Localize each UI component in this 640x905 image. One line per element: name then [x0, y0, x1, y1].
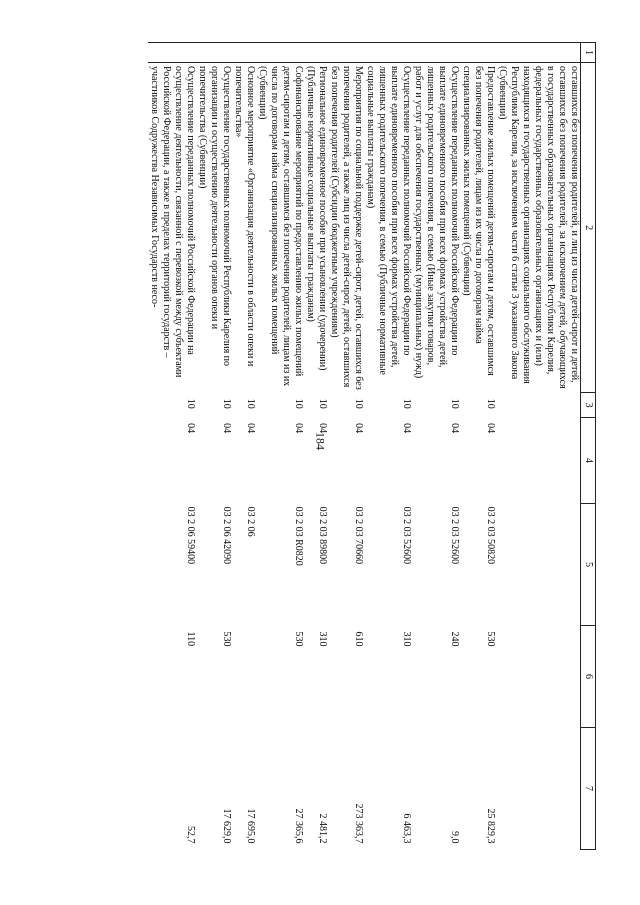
row-section: 10: [485, 398, 496, 409]
row-amount: 17 695,0: [245, 808, 256, 844]
row-name: Осуществление переданных полномочий Российской Федерации по выплате единовременного пособия при всех формах устройства детей, лишенных родительского попечения, в семью (Иные закупки товаров, работ и услуг для обеспечения государственных (муниципальных) нужд): [413, 65, 460, 379]
row-subsection: 04: [221, 423, 232, 434]
row-subsection: 04: [245, 423, 256, 434]
table-row: [460, 43, 496, 850]
row-subsection: 04: [185, 423, 196, 434]
row-section: 10: [293, 398, 304, 409]
row-name: Осуществление переданных полномочий Российской Федерации по выплате единовременного пособия при всех формах устройства детей, лишенных родительского попечения, в семью (Публичные нормативные социальные выплаты гражданам): [365, 65, 412, 375]
row-target-code: 03 2 03 R0820: [293, 506, 304, 566]
row-name: оставшихся без попечения родителей, и лиц из числа детей-сирот и детей, оставшихся без попечения родителей, за исключением детей, обучающихся в государственных образовательных организациях Республики Карелия, федеральных государственных образовательных организациях и (или) находящихся в государственных организациях социального обслуживания Республики Карелия, за исключением части 6 статьи 3 указанного Закона (Субвенции): [497, 65, 580, 389]
row-subsection: 04: [353, 423, 364, 434]
row-section: 10: [317, 398, 328, 409]
row-subsection: 04: [449, 423, 460, 434]
row-subsection: 04: [317, 423, 328, 434]
row-name: Осуществление переданных полномочий Российской Федерации на осуществление деятельности, связанной с перевозкой между субъектами Российской Федерации, а также в пределах территорий государств – участников Содружества Независимых Государств несо-: [149, 65, 196, 378]
table-row: [232, 43, 256, 850]
row-name: Осуществление государственных полномочий Республики Карелия по организации и осуществлению деятельности органов опеки и попечительства (Субвенции): [197, 65, 232, 367]
row-expense-type: 310: [401, 631, 412, 647]
row-expense-type: 530: [485, 631, 496, 647]
table-row: [328, 43, 364, 850]
row-expense-type: 530: [293, 631, 304, 647]
row-target-code: 03 2 03 89800: [317, 506, 328, 565]
row-name: Региональное единовременное пособие при усыновлении (удочерении) (Публичные нормативные социальные выплаты гражданам): [305, 65, 328, 371]
row-subsection: [496, 417, 581, 503]
table-row: [148, 43, 196, 850]
row-section: 10: [401, 398, 412, 409]
row-target-code: 03 2 03 52600: [401, 506, 412, 565]
row-target-code: 03 2 06 59400: [185, 506, 196, 565]
row-section: 10: [449, 398, 460, 409]
row-target-code: 03 2 03 50820: [485, 506, 496, 565]
row-target-code: [496, 504, 581, 626]
row-amount: 273 363,7: [353, 803, 364, 844]
row-name: Предоставление жилых помещений детям-сиротам и детям, оставшимся без попечения родителей, лицам из их числа по договорам найма специализированных жилых помещений (Субвенции): [461, 65, 496, 376]
row-target-code: 03 2 03 52600: [449, 506, 460, 565]
row-expense-type: [232, 626, 256, 728]
row-expense-type: 110: [185, 631, 196, 647]
header-col-7: 7: [581, 728, 596, 850]
table-row: [412, 43, 460, 850]
row-section: 10: [245, 398, 256, 409]
row-amount: 52,7: [185, 826, 196, 844]
row-amount: 6 463,3: [401, 813, 412, 844]
row-amount: 17 629,0: [221, 808, 232, 844]
row-amount: 9,0: [449, 831, 460, 844]
page-number: 184: [313, 432, 328, 450]
row-subsection: 04: [485, 423, 496, 434]
row-expense-type: 240: [449, 631, 460, 647]
header-col-6: 6: [581, 626, 596, 728]
row-amount: 27 365,6: [293, 808, 304, 844]
row-amount: 25 829,3: [485, 808, 496, 844]
table-row: [256, 43, 304, 850]
budget-table-rotated: [65, 42, 596, 850]
header-col-2: 2: [581, 62, 596, 392]
row-section: 10: [221, 398, 232, 409]
table-row: [496, 43, 581, 850]
row-expense-type: [496, 626, 581, 728]
row-target-code: 03 2 06: [245, 506, 256, 537]
row-target-code: 03 2 06 42090: [221, 506, 232, 565]
row-subsection: 04: [293, 423, 304, 434]
row-target-code: 03 2 03 70660: [353, 506, 364, 565]
table-row: [196, 43, 232, 850]
row-expense-type: 610: [353, 631, 364, 647]
row-subsection: 04: [401, 423, 412, 434]
header-col-1: 1: [581, 43, 596, 63]
table-header-row: [581, 43, 596, 850]
table-row: [364, 43, 412, 850]
row-amount: 2 481,2: [317, 813, 328, 844]
row-expense-type: 310: [317, 631, 328, 647]
table-row: [304, 43, 328, 850]
header-col-3: 3: [581, 393, 596, 417]
row-amount: [496, 728, 581, 850]
budget-table: [148, 42, 596, 850]
row-section: 10: [185, 398, 196, 409]
row-name: Софинансирование мероприятий по предоставлению жилых помещений детям-сиротам и детям, оставшимся без попечения родителей, лицам из их числа по договорам найма специализированных жилых помещений (Субвенции): [257, 65, 304, 387]
row-name: Мероприятия по социальной поддержке детей-сирот, детей, оставшихся без попечения родителей, а также лиц из числа детей-сирот, детей, оставшихся без попечения родителей (Субсидии бюджетным учреждениям): [329, 65, 364, 390]
row-section: 10: [353, 398, 364, 409]
header-col-4: 4: [581, 417, 596, 503]
table-body: [148, 43, 581, 850]
row-expense-type: 530: [221, 631, 232, 647]
row-section: [496, 393, 581, 417]
row-name: Основное мероприятие «Организация деятельности в области опеки и попечительства»: [233, 65, 256, 367]
header-col-5: 5: [581, 504, 596, 626]
